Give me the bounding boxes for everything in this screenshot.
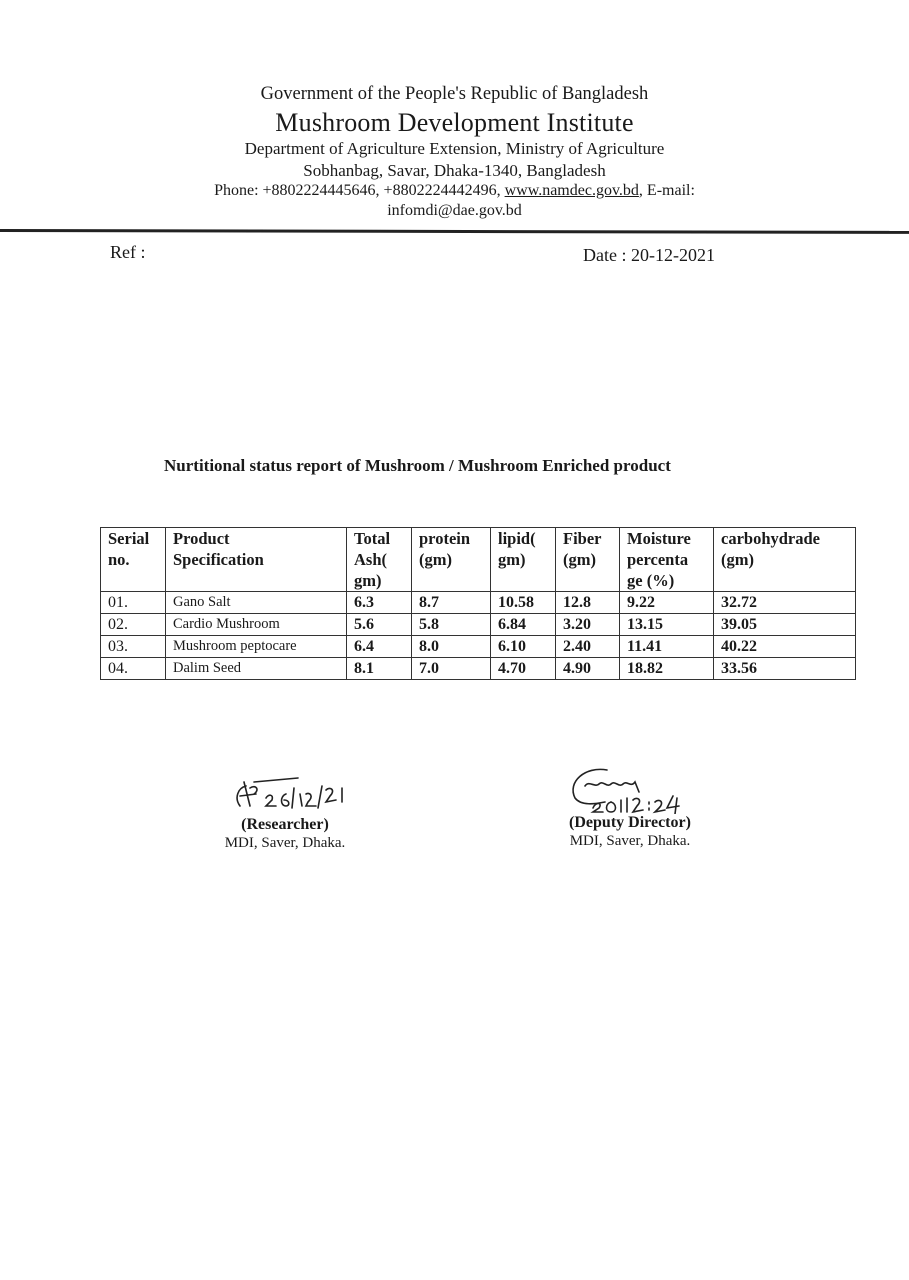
cell-fiber: 12.8 — [556, 592, 620, 614]
cell-carbohydrate: 33.56 — [714, 658, 856, 680]
cell-moisture: 18.82 — [620, 658, 714, 680]
cell-ash: 6.3 — [347, 592, 412, 614]
cell-product: Cardio Mushroom — [166, 614, 347, 636]
table-row — [101, 658, 856, 680]
address-line: Sobhanbag, Savar, Dhaka-1340, Bangladesh — [303, 161, 606, 180]
cell-lipid: 4.70 — [491, 658, 556, 680]
header-protein: protein (gm) — [412, 528, 491, 592]
cell-serial: 03. — [101, 636, 166, 658]
cell-product: Mushroom peptocare — [166, 636, 347, 658]
cell-product: Gano Salt — [166, 592, 347, 614]
website-link[interactable]: www.namdec.gov.bd — [504, 182, 639, 199]
cell-serial: 02. — [101, 614, 166, 636]
cell-moisture: 13.15 — [620, 614, 714, 636]
institute-name: Mushroom Development Institute — [275, 108, 634, 137]
government-heading: Government of the People's Republic of Bangladesh — [260, 84, 649, 104]
header-ash: Total Ash( gm) — [347, 528, 412, 592]
researcher-signature-block — [200, 776, 370, 852]
contact-line — [0, 182, 909, 200]
header-moisture: Moisture percenta ge (%) — [620, 528, 714, 592]
email-label: , E-mail: — [638, 182, 695, 199]
cell-protein: 7.0 — [412, 658, 491, 680]
phone-numbers: Phone: +8802224445646, +8802224442496, — [214, 182, 505, 199]
cell-fiber: 4.90 — [556, 658, 620, 680]
header-lipid: lipid( gm) — [491, 528, 556, 592]
cell-moisture: 9.22 — [620, 592, 714, 614]
cell-carbohydrate: 32.72 — [714, 592, 856, 614]
cell-carbohydrate: 39.05 — [714, 614, 856, 636]
header-product: Product Specification — [166, 528, 347, 592]
cell-serial: 01. — [101, 592, 166, 614]
deputy-director-signature-image — [555, 762, 705, 814]
nutrition-table — [100, 527, 856, 680]
report-title: Nurtitional status report of Mushroom / Mushroom Enriched product — [164, 456, 671, 475]
cell-protein: 5.8 — [412, 614, 491, 636]
cell-serial: 04. — [101, 658, 166, 680]
cell-fiber: 3.20 — [556, 614, 620, 636]
researcher-signature-image — [210, 776, 360, 816]
table-header-row — [101, 528, 856, 592]
researcher-role: (Researcher) — [241, 816, 329, 833]
cell-lipid: 10.58 — [491, 592, 556, 614]
cell-lipid: 6.10 — [491, 636, 556, 658]
cell-carbohydrate: 40.22 — [714, 636, 856, 658]
cell-ash: 5.6 — [347, 614, 412, 636]
cell-protein: 8.7 — [412, 592, 491, 614]
cell-lipid: 6.84 — [491, 614, 556, 636]
department-line: Department of Agriculture Extension, Ministry of Agriculture — [244, 139, 665, 158]
cell-fiber: 2.40 — [556, 636, 620, 658]
email-address[interactable]: infomdi@dae.gov.bd — [387, 202, 522, 219]
table-row — [101, 614, 856, 636]
table-row — [101, 592, 856, 614]
cell-ash: 8.1 — [347, 658, 412, 680]
ref-label: Ref : — [110, 242, 146, 262]
cell-ash: 6.4 — [347, 636, 412, 658]
cell-moisture: 11.41 — [620, 636, 714, 658]
table-row — [101, 636, 856, 658]
header-divider — [0, 229, 909, 234]
deputy-director-role: (Deputy Director) — [569, 814, 691, 831]
header-fiber: Fiber (gm) — [556, 528, 620, 592]
date-label: Date : 20-12-2021 — [583, 245, 715, 265]
header-serial: Serial no. — [101, 528, 166, 592]
cell-protein: 8.0 — [412, 636, 491, 658]
header-carbohydrate: carbohydrade (gm) — [714, 528, 856, 592]
deputy-director-org: MDI, Saver, Dhaka. — [569, 833, 691, 849]
deputy-director-signature-block — [545, 762, 715, 850]
cell-product: Dalim Seed — [166, 658, 347, 680]
researcher-org: MDI, Saver, Dhaka. — [224, 835, 346, 851]
